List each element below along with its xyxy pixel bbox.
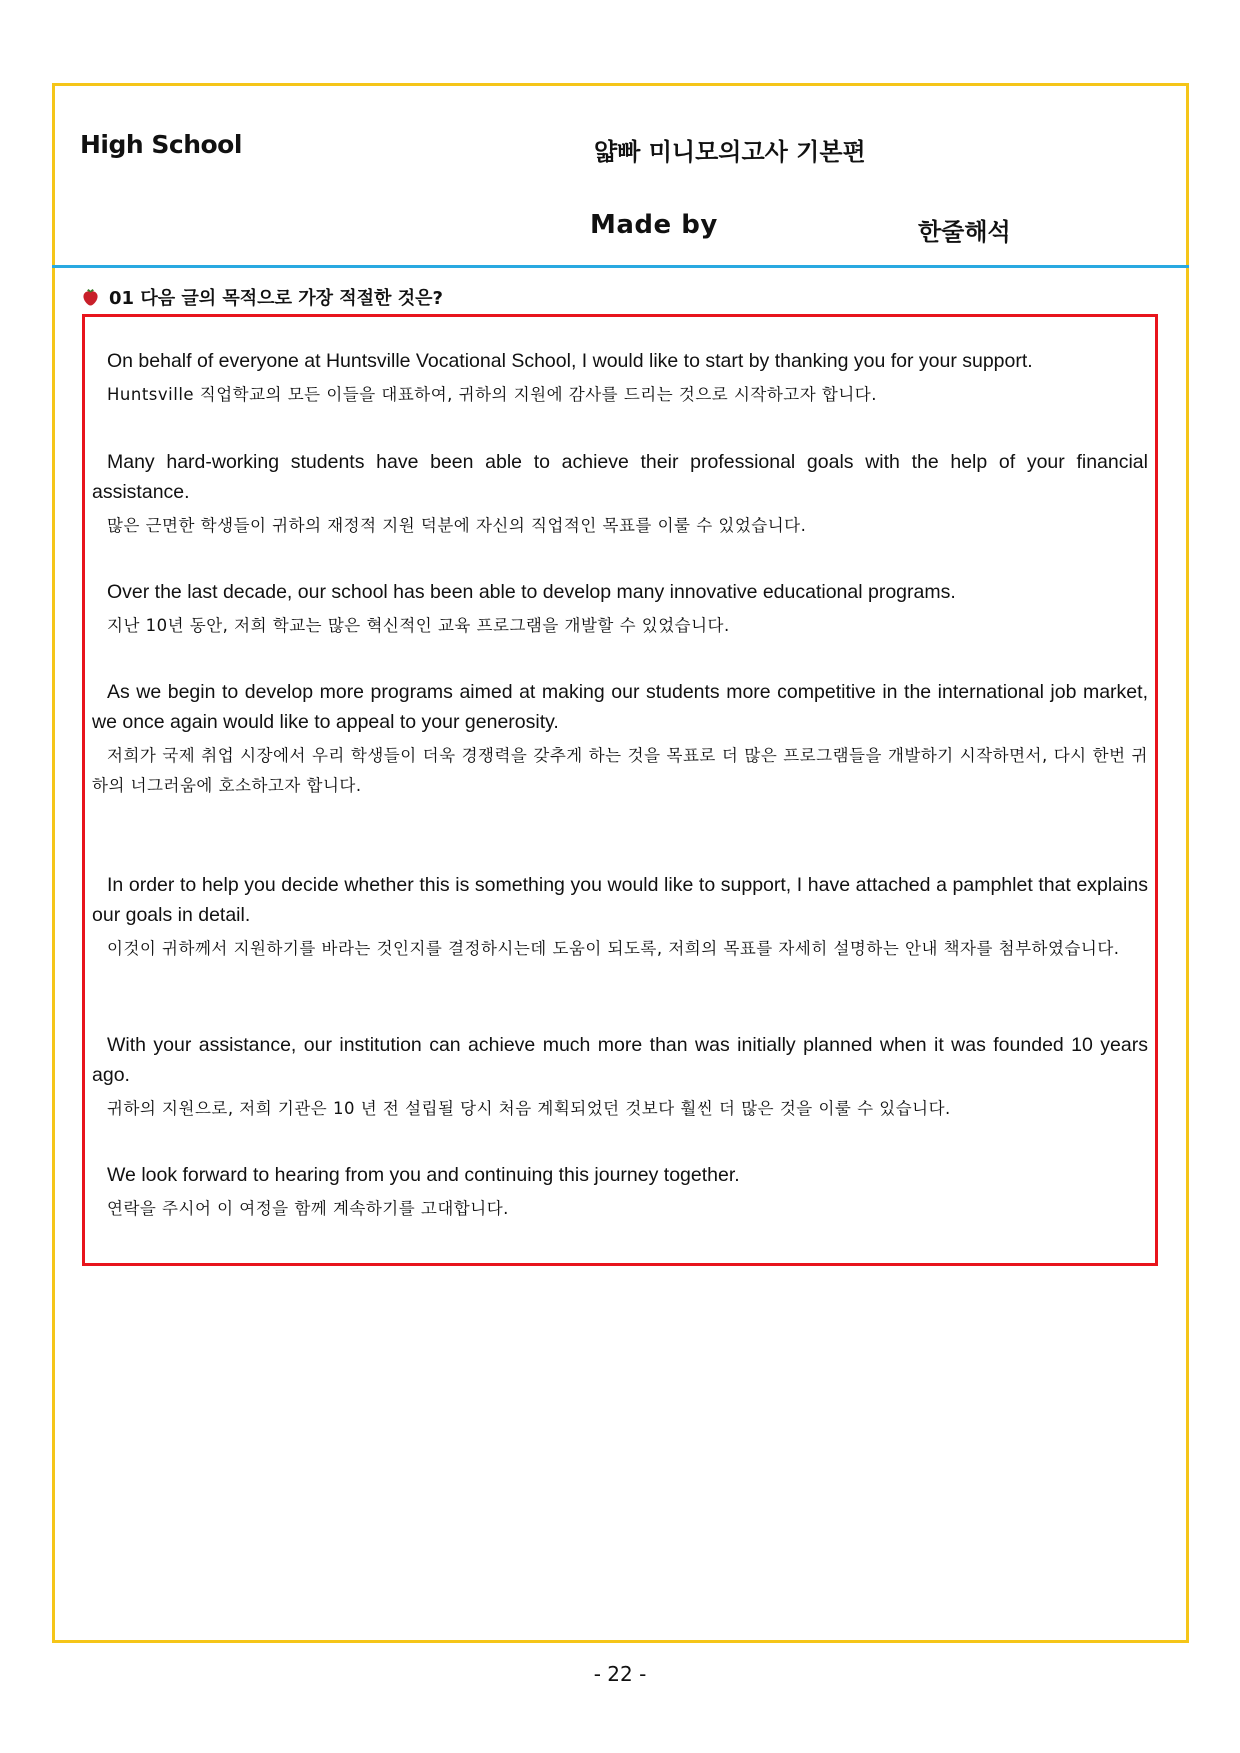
english-sentence: As we begin to develop more programs aimed at making our students more competitive in the international job market, we once again would like to appeal to your generosity. — [92, 681, 1148, 733]
sentence-pair-6 — [92, 1030, 1148, 1124]
english-sentence: Many hard-working students have been able to achieve their professional goals with the help of your financial assistance. — [92, 451, 1148, 503]
series-title: 얇빠 미니모의고사 기본편 — [594, 138, 866, 166]
korean-translation: 연락을 주시어 이 여정을 함께 계속하기를 고대합니다. — [107, 1199, 509, 1218]
sentence-pair-5 — [92, 870, 1148, 964]
strawberry-icon — [82, 288, 99, 306]
header-divider — [52, 265, 1189, 268]
question-text: 01 다음 글의 목적으로 가장 적절한 것은? — [109, 288, 443, 309]
question-heading — [82, 284, 443, 310]
english-sentence: In order to help you decide whether this is something you would like to support, I have attached a pamphlet that explains our goals in detail. — [92, 874, 1148, 926]
korean-translation: 저희가 국제 취업 시장에서 우리 학생들이 더욱 경쟁력을 갖추게 하는 것을 목표로 더 많은 프로그램들을 개발하기 시작하면서, 다시 한번 귀하의 너그러움에 호소하고자 합니다. — [92, 746, 1148, 795]
korean-translation: 이것이 귀하께서 지원하기를 바라는 것인지를 결정하시는데 도움이 되도록, 저희의 목표를 자세히 설명하는 안내 책자를 첨부하였습니다. — [107, 939, 1120, 958]
sentence-pair-4 — [92, 677, 1148, 801]
english-sentence: Over the last decade, our school has been able to develop many innovative educational programs. — [107, 581, 956, 603]
made-by-label: Made by — [590, 210, 718, 240]
english-sentence: On behalf of everyone at Huntsville Vocational School, I would like to start by thanking you for your support. — [107, 350, 1033, 372]
sentence-pair-7 — [92, 1160, 1148, 1224]
sentence-pair-2 — [92, 447, 1148, 541]
english-sentence: With your assistance, our institution can achieve much more than was initially planned when it was founded 10 years ago. — [92, 1034, 1148, 1086]
english-sentence: We look forward to hearing from you and continuing this journey together. — [107, 1164, 740, 1186]
sentence-pair-3 — [92, 577, 1148, 641]
korean-translation: 지난 10년 동안, 저희 학교는 많은 혁신적인 교육 프로그램을 개발할 수 있었습니다. — [107, 616, 730, 635]
page-number: - 22 - — [593, 1662, 647, 1686]
korean-translation: Huntsville 직업학교의 모든 이들을 대표하여, 귀하의 지원에 감사를 드리는 것으로 시작하고자 합니다. — [107, 385, 877, 404]
level-label: High School — [80, 130, 242, 159]
sentence-pair-1 — [92, 346, 1148, 410]
korean-translation: 귀하의 지원으로, 저희 기관은 10 년 전 설립될 당시 처음 계획되었던 것보다 훨씬 더 많은 것을 이룰 수 있습니다. — [107, 1099, 951, 1118]
author-name: 한줄해석 — [918, 218, 1011, 246]
korean-translation: 많은 근면한 학생들이 귀하의 재정적 지원 덕분에 자신의 직업적인 목표를 이룰 수 있었습니다. — [107, 516, 807, 535]
